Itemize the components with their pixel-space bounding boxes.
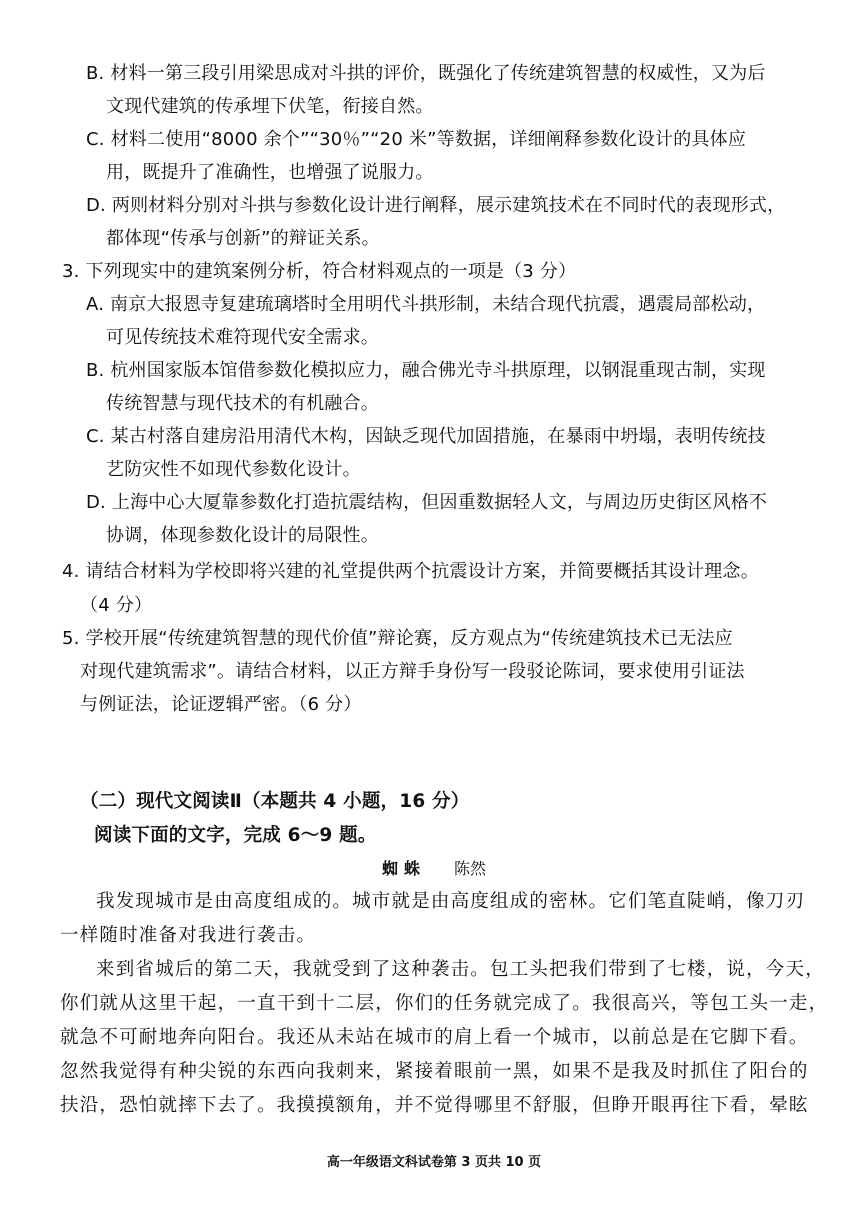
story-p2-line3: 就急不可耐地奔向阳台。我还从未站在城市的肩上看一个城市，以前总是在它脚下看。 <box>60 1027 809 1048</box>
q3-option-d-line2: 协调，体现参数化设计的局限性。 <box>106 525 379 546</box>
story-p1-line2: 一样随时准备对我进行袭击。 <box>60 925 317 946</box>
q3-option-c-line1: C. 某古村落自建房沿用清代木构，因缺乏现代加固措施，在暴雨中坍塌，表明传统技 <box>86 426 766 447</box>
q2-option-c-line1: C. 材料二使用“8000 余个”“30％”“20 米”等数据，详细阐释参数化设计的具体应 <box>86 129 747 150</box>
q5-stem-line3: 与例证法，论证逻辑严密。（6 分） <box>80 694 362 715</box>
section-instruction: 阅读下面的文字，完成 6～9 题。 <box>94 825 377 846</box>
q5-stem-line1: 5. 学校开展“传统建筑智慧的现代价值”辩论赛，反方观点为“传统建筑技术已无法应 <box>62 628 733 649</box>
q2-option-c-line2: 用，既提升了准确性，也增强了说服力。 <box>106 162 434 183</box>
story-title: 蜘蛛 <box>381 859 426 878</box>
q3-option-b-line1: B. 杭州国家版本馆借参数化模拟应力，融合佛光寺斗拱原理，以钢混重现古制，实现 <box>86 360 766 381</box>
q4-stem-line1: 4. 请结合材料为学校即将兴建的礼堂提供两个抗震设计方案，并简要概括其设计理念。 <box>62 561 759 582</box>
q2-option-d-line2: 都体现“传承与创新”的辩证关系。 <box>106 228 380 249</box>
story-p2-line1: 来到省城后的第二天，我就受到了这种袭击。包工头把我们带到了七楼，说，今天， <box>96 959 825 980</box>
section-heading: （二）现代文阅读Ⅱ（本题共 4 小题，16 分） <box>80 791 470 812</box>
q5-stem-line2: 对现代建筑需求”。请结合材料，以正方辩手身份写一段驳论陈词，要求使用引证法 <box>80 661 745 682</box>
q2-option-d-line1: D. 两则材料分别对斗拱与参数化设计进行阐释，展示建筑技术在不同时代的表现形式， <box>86 195 786 216</box>
story-p1-line1: 我发现城市是由高度组成的。城市就是由高度组成的密林。它们笔直陡峭，像刀刃 <box>96 891 806 912</box>
q3-option-a-line2: 可见传统技术难符现代安全需求。 <box>106 327 379 348</box>
q3-option-c-line2: 艺防灾性不如现代参数化设计。 <box>106 459 361 480</box>
page-footer: 高一年级语文科试卷第 3 页共 10 页 <box>326 1155 542 1170</box>
q2-option-b-line1: B. 材料一第三段引用梁思成对斗拱的评价，既强化了传统建筑智慧的权威性，又为后 <box>86 63 766 84</box>
story-p2-line5: 扶沿，恐怕就摔下去了。我摸摸额角，并不觉得哪里不舒服，但睁开眼再往下看，晕眩 <box>60 1095 809 1116</box>
q3-option-d-line1: D. 上海中心大厦靠参数化打造抗震结构，但因重数据轻人文，与周边历史街区风格不 <box>86 492 768 513</box>
q3-stem: 3. 下列现实中的建筑案例分析，符合材料观点的一项是（3 分） <box>62 261 577 282</box>
q4-stem-line2: （4 分） <box>80 595 153 616</box>
q2-option-b-line2: 文现代建筑的传承埋下伏笔，衔接自然。 <box>106 96 434 117</box>
story-p2-line4: 忽然我觉得有种尖锐的东西向我刺来，紧接着眼前一黑，如果不是我及时抓住了阳台的 <box>60 1061 809 1082</box>
story-p2-line2: 你们就从这里干起，一直干到十二层，你们的任务就完成了。我很高兴，等包工头一走， <box>60 993 829 1014</box>
story-title-row <box>0 856 868 882</box>
q3-option-a-line1: A. 南京大报恩寺复建琉璃塔时全用明代斗拱形制，未结合现代抗震，遇震局部松动， <box>86 294 766 315</box>
story-author: 陈然 <box>454 859 487 878</box>
q3-option-b-line2: 传统智慧与现代技术的有机融合。 <box>106 393 379 414</box>
